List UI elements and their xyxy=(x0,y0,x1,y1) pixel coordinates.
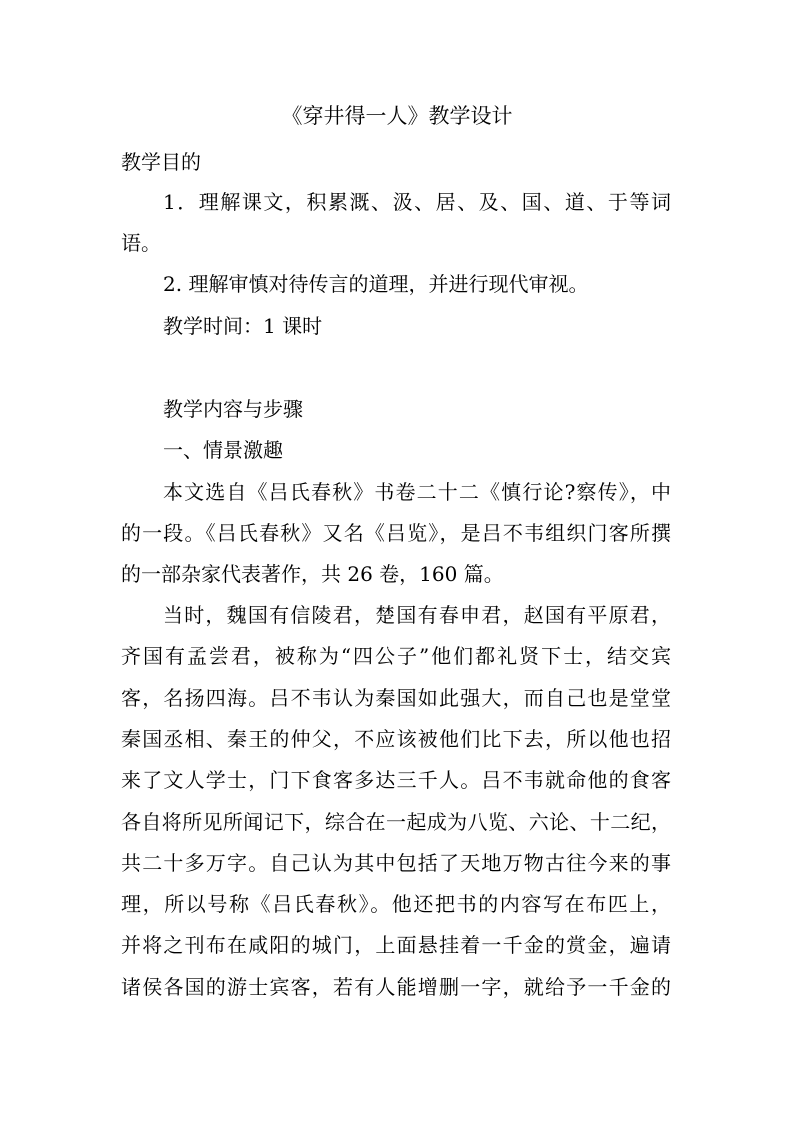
paragraph-1-line: 的一段。《吕氏春秋》又名《吕览》，是吕不韦组织门客所撰 xyxy=(121,521,671,545)
paragraph-1-line: 本文选自《吕氏春秋》书卷二十二《慎行论?察传》，中 xyxy=(163,480,671,504)
paragraph-2-line: 来了文人学士，门下食客多达三千人。吕不韦就命他的食客 xyxy=(121,768,671,792)
teaching-time: 教学时间：1 课时 xyxy=(163,314,323,338)
paragraph-2-line: 理，所以号称《吕氏春秋》。他还把书的内容写在布匹上， xyxy=(121,892,671,916)
objective-2: 2. 理解审慎对待传言的道理，并进行现代审视。 xyxy=(163,272,589,296)
document-title: 《穿井得一人》教学设计 xyxy=(281,104,513,128)
paragraph-2-line: 齐国有孟尝君，被称为“四公子”他们都礼贤下士，结交宾 xyxy=(121,644,671,668)
paragraph-2-line: 当时，魏国有信陵君，楚国有春申君，赵国有平原君， xyxy=(163,603,671,627)
objective-1-line-2: 语。 xyxy=(121,231,161,255)
paragraph-2-line: 共二十多万字。自己认为其中包括了天地万物古往今来的事 xyxy=(121,851,671,875)
paragraph-2-line: 客，名扬四海。吕不韦认为秦国如此强大，而自己也是堂堂 xyxy=(121,686,671,710)
objective-1-line-1: 1．理解课文，积累溉、汲、居、及、国、道、于等词 xyxy=(163,190,671,214)
paragraph-2-line: 诸侯各国的游士宾客，若有人能增删一字，就给予一千金的 xyxy=(121,975,671,999)
paragraph-2-line: 各自将所见所闻记下，综合在一起成为八览、六论、十二纪， xyxy=(121,810,671,834)
paragraph-1-line: 的一部杂家代表著作，共 26 卷，160 篇。 xyxy=(121,562,504,586)
section-1-heading: 一、情景激趣 xyxy=(163,438,283,462)
content-heading: 教学内容与步骤 xyxy=(163,397,303,421)
paragraph-2-line: 秦国丞相、秦王的仲父，不应该被他们比下去，所以他也招 xyxy=(121,727,671,751)
objectives-heading: 教学目的 xyxy=(121,150,201,174)
paragraph-2-line: 并将之刊布在咸阳的城门，上面悬挂着一千金的赏金，遍请 xyxy=(121,933,671,957)
